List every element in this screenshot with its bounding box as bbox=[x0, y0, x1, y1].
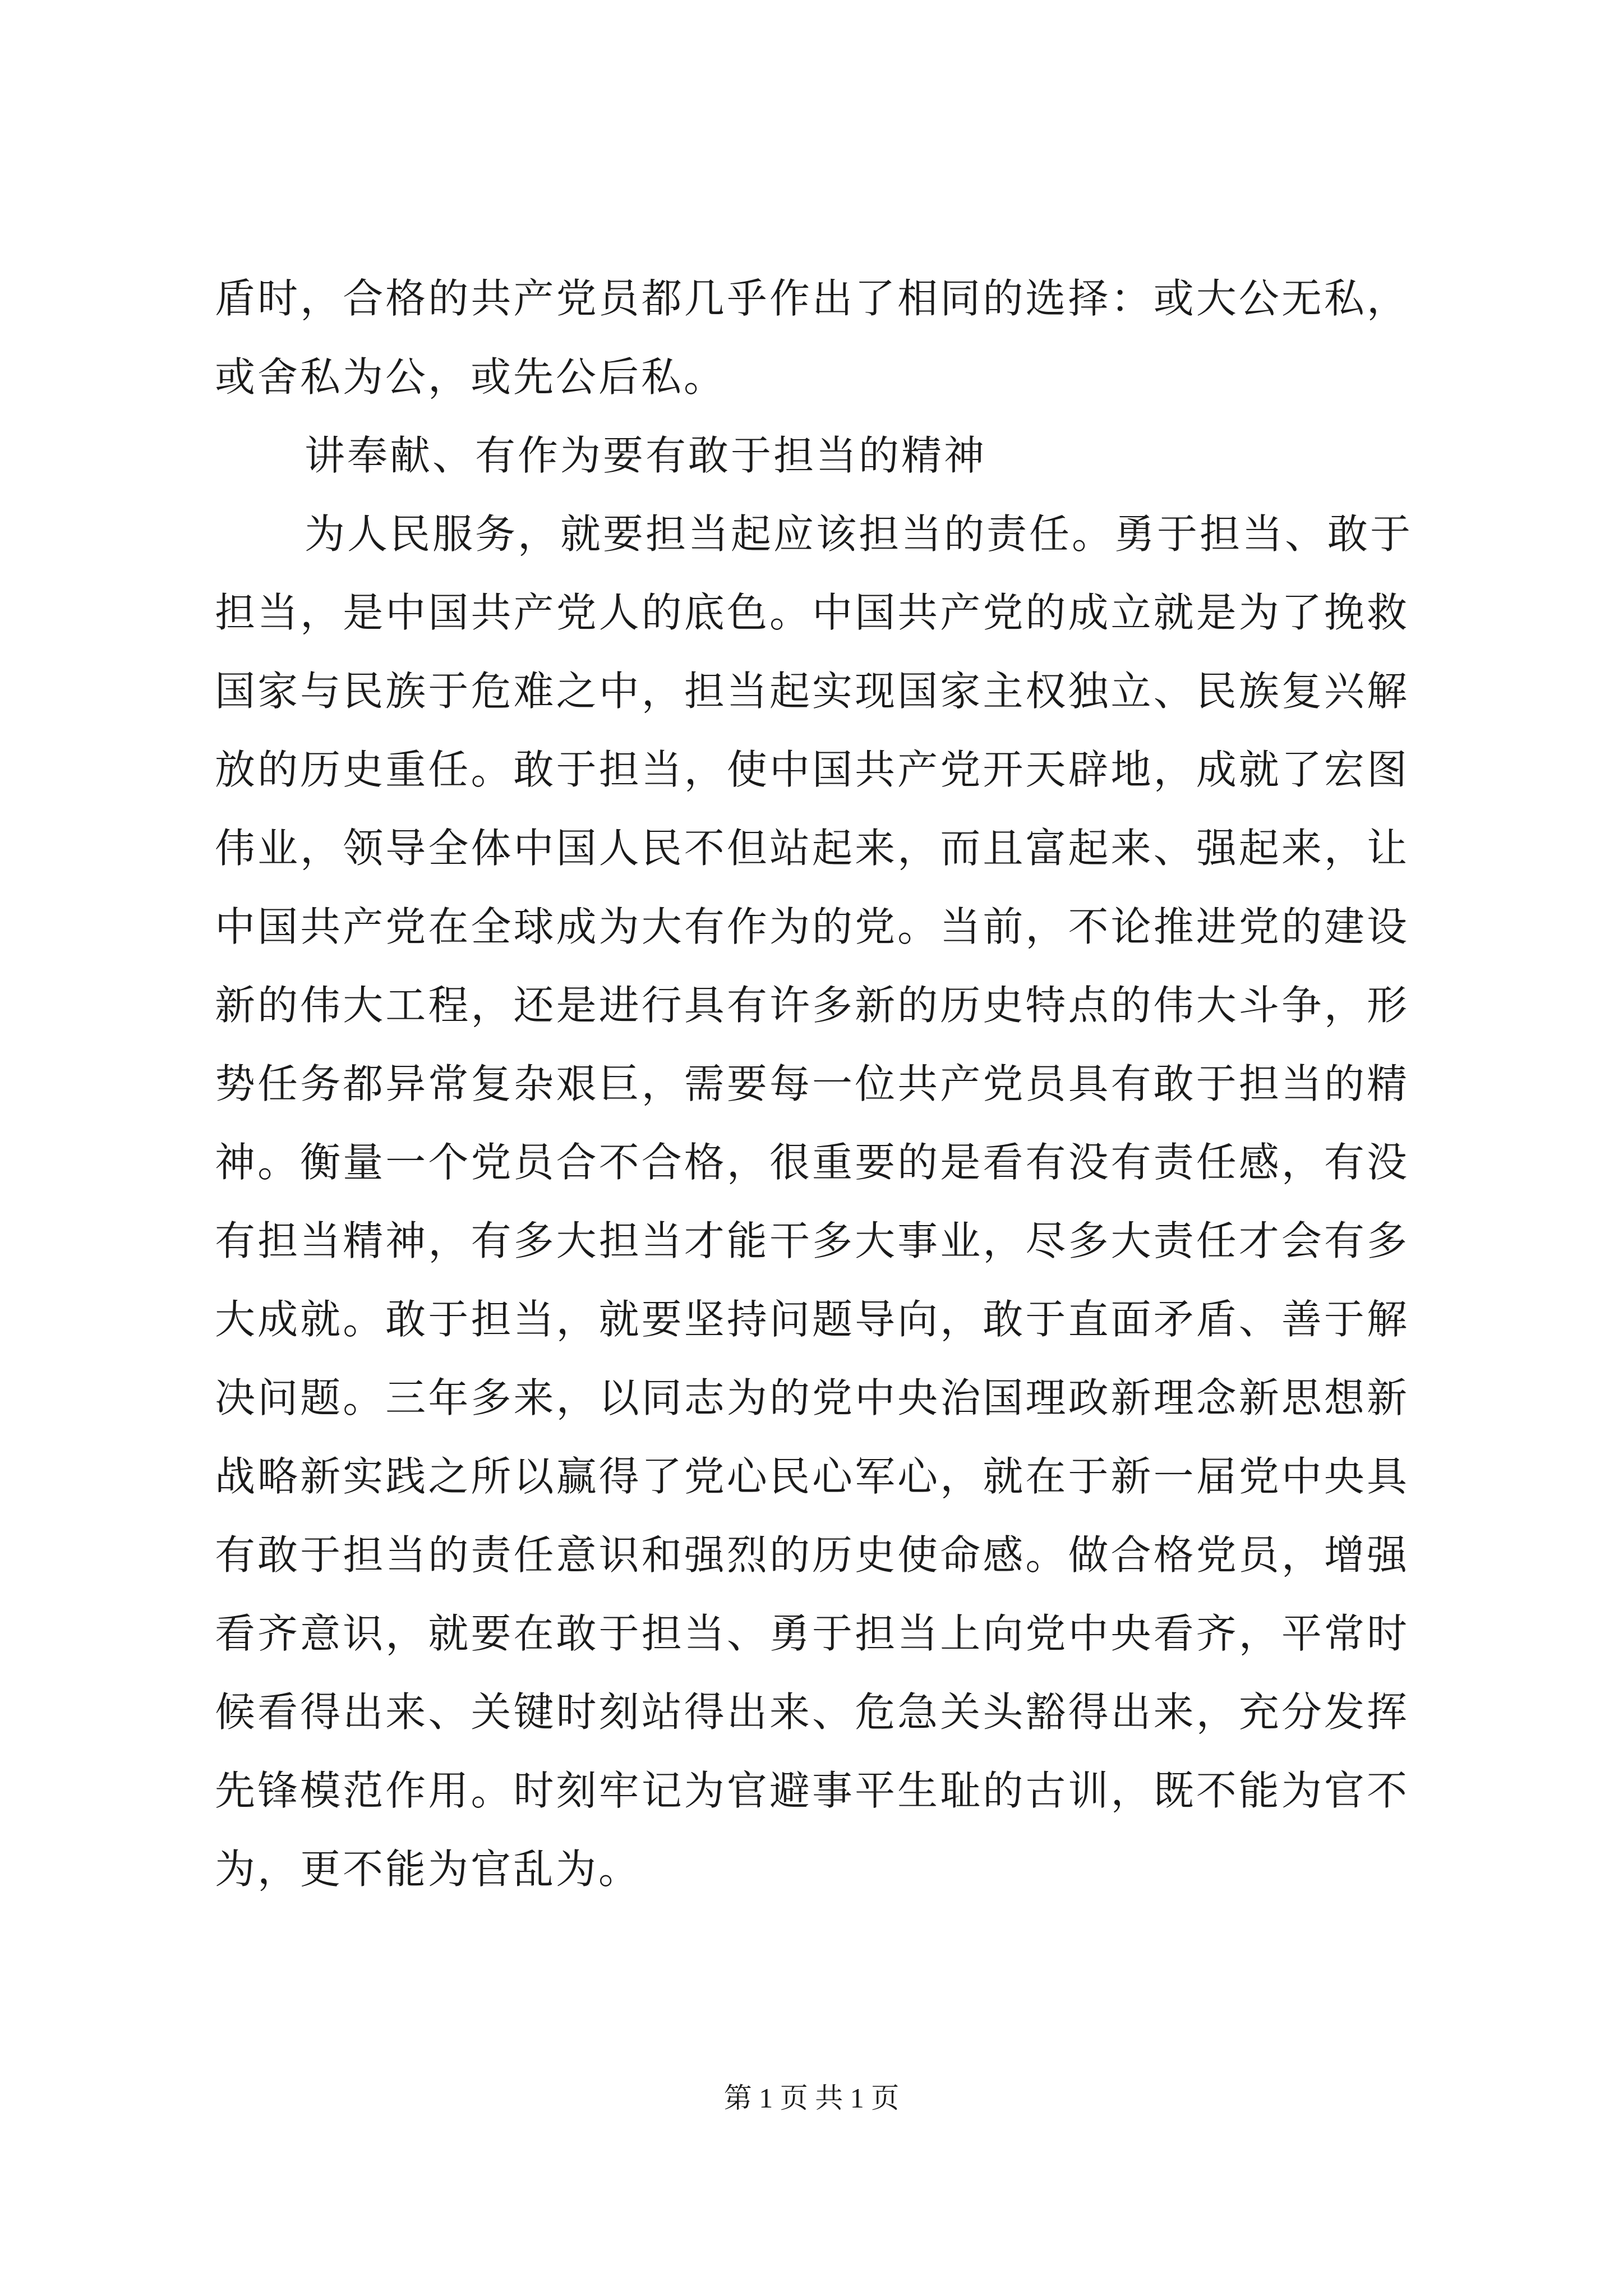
text-line: 先锋模范作用。时刻牢记为官避事平生耻的古训，既不能为官不 bbox=[215, 1767, 1409, 1814]
text-line: 中国共产党在全球成为大有作为的党。当前，不论推进党的建设 bbox=[215, 903, 1409, 950]
text-line: 神。衡量一个党员合不合格，很重要的是看有没有责任感，有没 bbox=[215, 1139, 1409, 1186]
text-line: 国家与民族于危难之中，担当起实现国家主权独立、民族复兴解 bbox=[215, 668, 1409, 715]
text-line: 候看得出来、关键时刻站得出来、危急关头豁得出来，充分发挥 bbox=[215, 1688, 1409, 1736]
text-line: 大成就。敢于担当，就要坚持问题导向，敢于直面矛盾、善于解 bbox=[215, 1296, 1409, 1343]
text-line: 或舍私为公，或先公后私。 bbox=[215, 353, 727, 401]
page-number-label: 第 1 页 共 1 页 bbox=[723, 2082, 900, 2114]
text-line: 势任务都异常复杂艰巨，需要每一位共产党员具有敢于担当的精 bbox=[215, 1060, 1409, 1107]
section-heading: 讲奉献、有作为要有敢于担当的精神 bbox=[305, 432, 987, 479]
text-line: 决问题。三年多来，以同志为的党中央治国理政新理念新思想新 bbox=[215, 1374, 1409, 1421]
text-line: 担当，是中国共产党人的底色。中国共产党的成立就是为了挽救 bbox=[215, 589, 1409, 636]
text-line: 有敢于担当的责任意识和强烈的历史使命感。做合格党员，增强 bbox=[215, 1531, 1409, 1579]
document-body bbox=[215, 259, 1413, 1908]
text-line: 有担当精神，有多大担当才能干多大事业，尽多大责任才会有多 bbox=[215, 1217, 1409, 1264]
text-line: 伟业，领导全体中国人民不但站起来，而且富起来、强起来，让 bbox=[215, 825, 1409, 872]
text-line: 看齐意识，就要在敢于担当、勇于担当上向党中央看齐，平常时 bbox=[215, 1610, 1409, 1657]
text-line: 为，更不能为官乱为。 bbox=[215, 1846, 642, 1893]
text-line: 新的伟大工程，还是进行具有许多新的历史特点的伟大斗争，形 bbox=[215, 982, 1409, 1029]
text-line: 盾时，合格的共产党员都几乎作出了相同的选择：或大公无私， bbox=[215, 275, 1409, 322]
text-line: 战略新实践之所以赢得了党心民心军心，就在于新一届党中央具 bbox=[215, 1453, 1409, 1500]
text-line: 放的历史重任。敢于担当，使中国共产党开天辟地，成就了宏图 bbox=[215, 746, 1409, 793]
text-line: 为人民服务，就要担当起应该担当的责任。勇于担当、敢于 bbox=[305, 510, 1413, 558]
page-footer bbox=[0, 2081, 1623, 2115]
